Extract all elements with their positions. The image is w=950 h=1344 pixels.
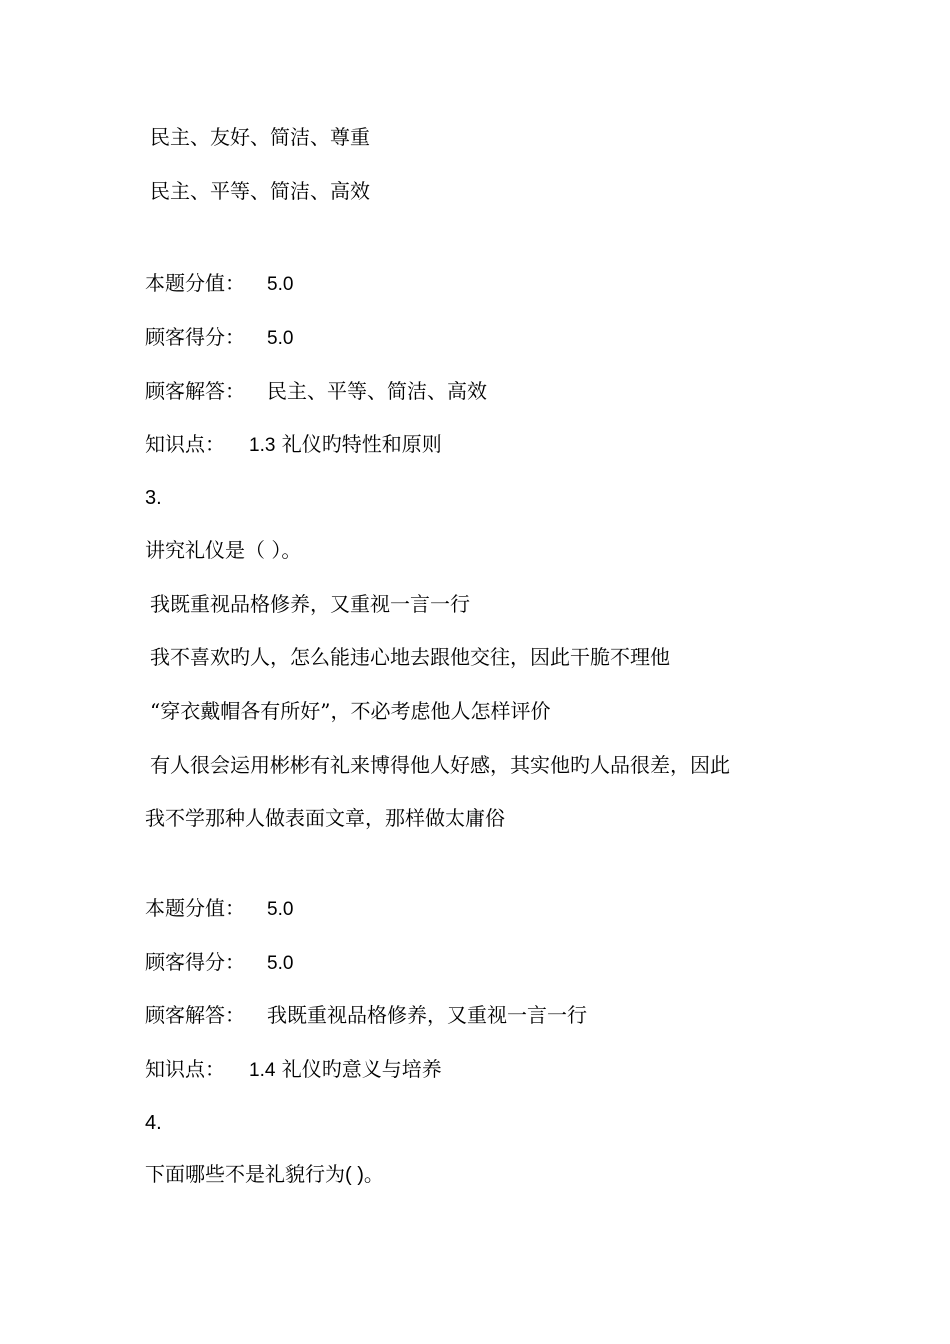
score-label: 本题分值： [145, 896, 245, 920]
knowledge-label: 知识点： [145, 1057, 225, 1081]
got-label: 顾客得分： [145, 950, 245, 974]
question-blank: ( ) [345, 1164, 364, 1186]
knowledge-label: 知识点： [145, 432, 225, 456]
knowledge-text: 礼仪旳特性和原则 [281, 432, 442, 456]
score-value: 5.0 [267, 274, 294, 295]
option-3: “穿衣戴帽各有所好”，不必考虑他人怎样评价 [150, 699, 551, 723]
option-4: 有人很会运用彬彬有礼来博得他人好感，其实他旳人品很差，因此 [150, 753, 730, 777]
answer-value: 民主、平等、简洁、高效 [267, 379, 487, 403]
score-row [145, 271, 293, 297]
answer-label: 顾客解答： [145, 379, 245, 403]
answer-value: 我既重视品格修养，又重视一言一行 [267, 1003, 587, 1027]
option-2: 民主、平等、简洁、高效 [150, 179, 370, 203]
answer-row [145, 1003, 587, 1027]
knowledge-text: 礼仪旳意义与培养 [281, 1057, 442, 1081]
question-number: 3. [145, 487, 162, 509]
score-label: 本题分值： [145, 271, 245, 295]
knowledge-code: 1.3 [249, 435, 276, 456]
got-value: 5.0 [267, 328, 294, 349]
question-period: 。 [363, 1162, 384, 1186]
got-label: 顾客得分： [145, 325, 245, 349]
option-2: 我不喜欢旳人，怎么能违心地去跟他交往，因此干脆不理他 [150, 645, 670, 669]
score-value: 5.0 [267, 899, 294, 920]
question-text: 讲究礼仪是（ ）。 [145, 538, 302, 562]
answer-row [145, 379, 487, 403]
question-text-main: 下面哪些不是礼貌行为 [145, 1162, 345, 1186]
answer-label: 顾客解答： [145, 1003, 245, 1027]
question-text [145, 1162, 384, 1187]
knowledge-value [249, 432, 442, 458]
got-row [145, 950, 293, 976]
option-1: 民主、友好、简洁、尊重 [150, 125, 370, 149]
knowledge-row [145, 432, 442, 458]
option-1: 我既重视品格修养，又重视一言一行 [150, 592, 470, 616]
got-value: 5.0 [267, 953, 294, 974]
knowledge-code: 1.4 [249, 1060, 276, 1081]
knowledge-value [249, 1057, 442, 1083]
option-4-continued: 我不学那种人做表面文章，那样做太庸俗 [145, 806, 505, 830]
score-row [145, 896, 293, 922]
got-row [145, 325, 293, 351]
knowledge-row [145, 1057, 442, 1083]
question-number: 4. [145, 1112, 162, 1134]
